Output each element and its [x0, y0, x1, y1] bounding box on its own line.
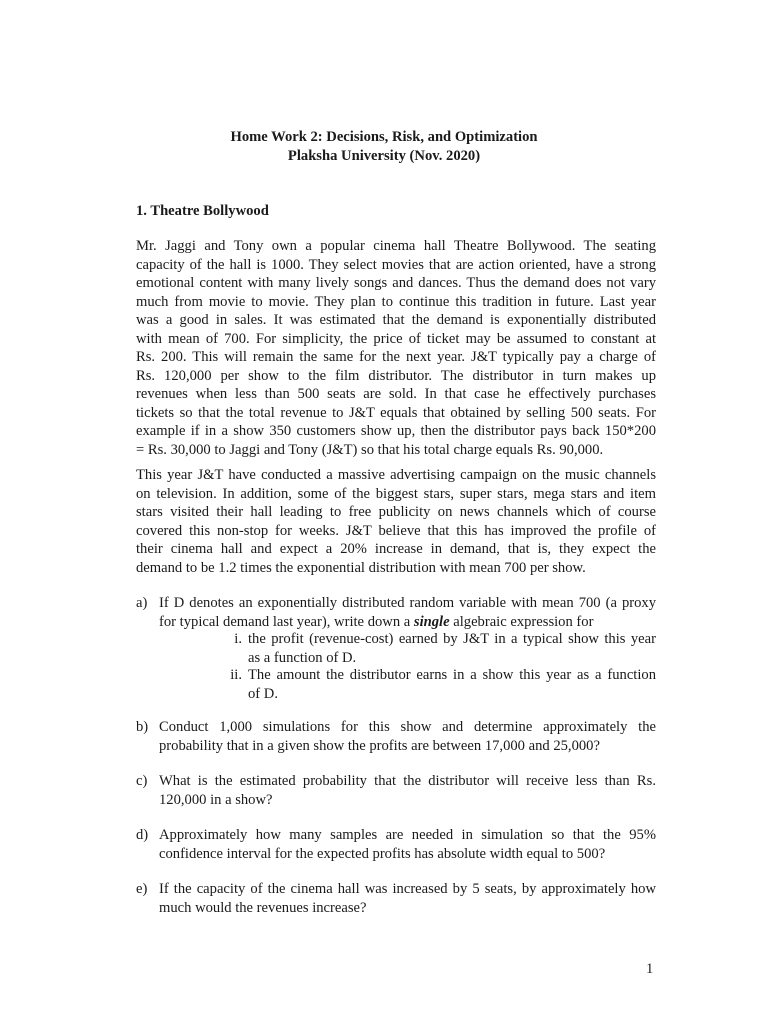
paragraph-line: covered this non-stop for weeks. J&T believe that this has improved the profile of — [136, 522, 656, 539]
paragraph-line: Rs. 120,000 per show to the film distributor. The distributor in turn makes up — [136, 367, 656, 384]
paragraph-line: much from movie to movie. They plan to continue this tradition in future. Last year — [136, 293, 656, 310]
question-line: probability that in a given show the profits are between 17,000 and 25,000? — [159, 737, 600, 754]
paragraph-line: capacity of the hall is 1000. They select movies that are action oriented, have a strong — [136, 256, 656, 273]
question-c — [136, 772, 656, 809]
question-label: c) — [136, 773, 148, 789]
emphasized-word: single — [413, 613, 450, 630]
sub-question-line: as a function of D. — [248, 649, 357, 666]
paragraph-line: = Rs. 30,000 to Jaggi and Tony (J&T) so that his total charge equals Rs. 90,000. — [136, 441, 604, 458]
question-line: Conduct 1,000 simulations for this show and determine approximately the — [159, 719, 656, 735]
question-e — [136, 880, 656, 917]
question-d — [136, 826, 656, 863]
section-heading: 1. Theatre Bollywood — [136, 203, 269, 219]
question-label: d) — [136, 827, 149, 843]
question-label: b) — [136, 719, 149, 735]
paragraph-line: Rs. 200. This will remain the same for the next year. J&T typically pay a charge of — [136, 349, 656, 365]
paragraph-line: revenues when less than 500 seats are sold. In that case he effectively purchases — [136, 386, 656, 402]
question-label: e) — [136, 881, 148, 897]
paragraph-line: emotional content with many lively songs and dances. Thus the demand does not vary — [136, 275, 656, 291]
question-line: Approximately how many samples are needed in simulation so that the 95% — [159, 827, 656, 843]
sub-question-i — [218, 630, 656, 667]
paragraph-line: stars visited their hall leading to free publicity on news channels which of course — [136, 504, 656, 520]
question-line: What is the estimated probability that the distributor will receive less than Rs. — [159, 773, 656, 789]
question-line: If the capacity of the cinema hall was increased by 5 seats, by approximately how — [159, 881, 656, 897]
sub-question-label: i. — [234, 631, 242, 647]
question-line: much would the revenues increase? — [159, 899, 367, 916]
sub-question-line: The amount the distributor earns in a show this year as a function — [248, 667, 656, 683]
paragraph-line: demand to be 1.2 times the exponential distribution with mean 700 per show. — [136, 559, 586, 576]
paragraph-line: This year J&T have conducted a massive advertising campaign on the music channels — [136, 467, 656, 483]
question-text: algebraic expression for — [449, 613, 594, 630]
paragraph-1 — [136, 237, 656, 459]
sub-question-line: of D. — [248, 685, 278, 702]
sub-question-label: ii. — [230, 667, 242, 683]
question-line: If D denotes an exponentially distributed random variable with mean 700 (a proxy — [159, 595, 656, 611]
paragraph-line: their cinema hall and expect a 20% increase in demand, that is, they expect the — [136, 541, 656, 557]
paragraph-line: on television. In addition, some of the biggest stars, super stars, mega stars and item — [136, 485, 656, 502]
question-line: confidence interval for the expected profits has absolute width equal to 500? — [159, 845, 606, 862]
question-line — [159, 613, 656, 632]
title-line-2: Plaksha University (Nov. 2020) — [287, 148, 481, 164]
page-number: 1 — [646, 961, 654, 977]
sub-question-line: the profit (revenue-cost) earned by J&T in a typical show this year — [248, 631, 656, 647]
question-a — [136, 594, 656, 631]
question-b — [136, 718, 656, 755]
question-text: for typical demand last year), write down a — [159, 613, 414, 630]
paragraph-line: was a good in sales. It was estimated that the demand is exponentially distributed — [136, 312, 656, 328]
document-title — [0, 128, 768, 166]
sub-question-ii — [218, 666, 656, 703]
question-label: a) — [136, 595, 148, 611]
paragraph-2 — [136, 466, 656, 577]
paragraph-line: example if in a show 350 customers show up, then the distributor pays back 150*200 — [136, 423, 656, 439]
paragraph-line: tickets so that the total revenue to J&T equals that obtained by selling 500 seats. For — [136, 404, 656, 421]
paragraph-line: Mr. Jaggi and Tony own a popular cinema hall Theatre Bollywood. The seating — [136, 238, 656, 254]
paragraph-line: with mean of 700. For simplicity, the price of ticket may be assumed to constant at — [136, 330, 656, 347]
title-line-1: Home Work 2: Decisions, Risk, and Optimization — [230, 129, 538, 145]
question-line: 120,000 in a show? — [159, 791, 273, 808]
